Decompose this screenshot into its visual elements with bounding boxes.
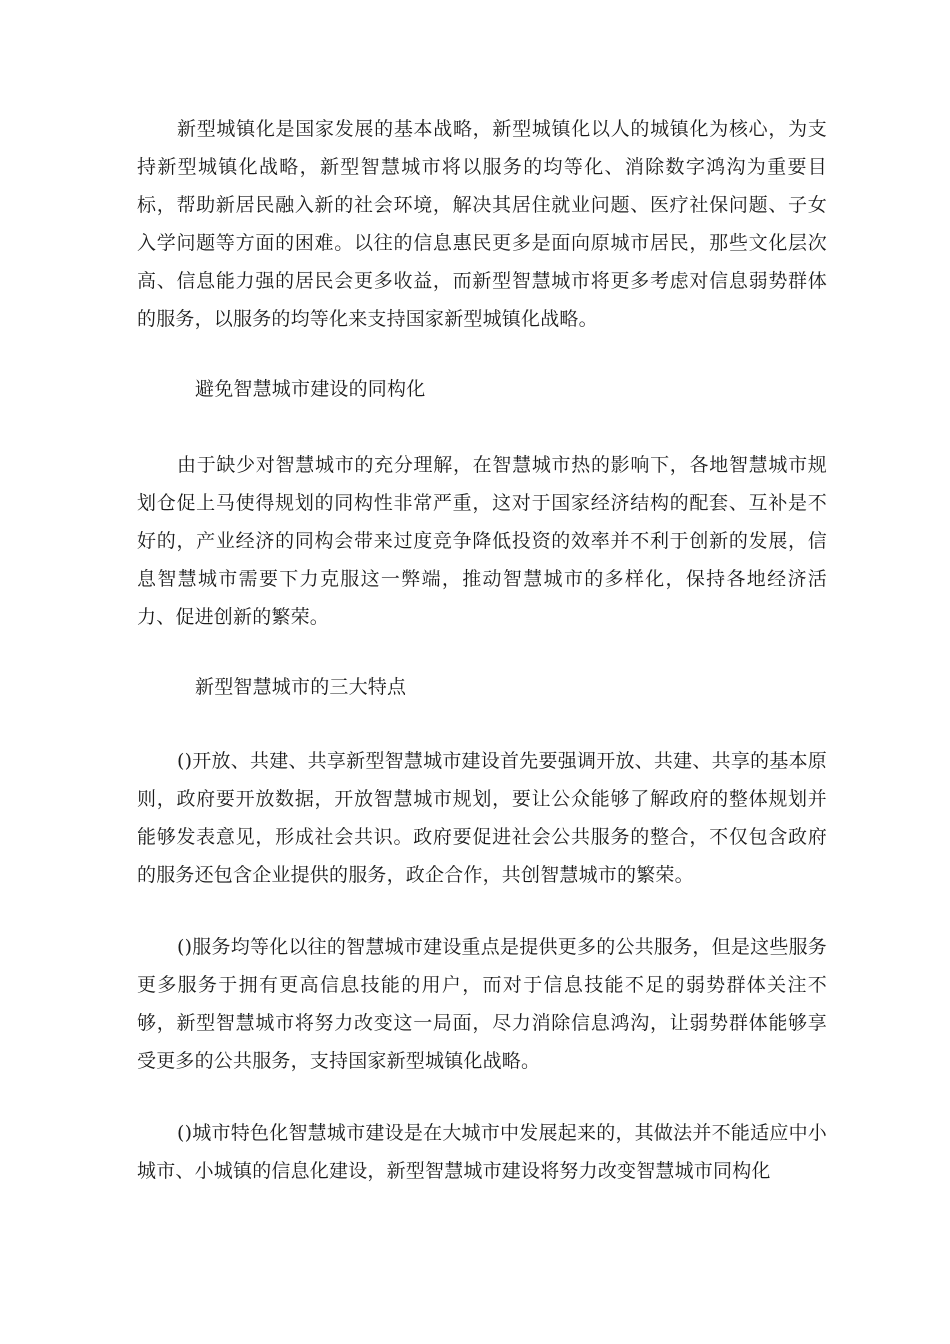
heading-three-features: 新型智慧城市的三大特点	[195, 676, 407, 698]
paragraph-feature-equal-services: ()服务均等化以往的智慧城市建设重点是提供更多的公共服务，但是这些服务更多服务于拥有更高信息技能的用户，而对于信息技能不足的弱势群体关注不够，新型智慧城市将努力改变这一局面，尽力消除信息鸿沟，让弱势群体能够享受更多的公共服务，支持国家新型城镇化战略。	[137, 936, 827, 1072]
paragraph-feature-city-characteristics: ()城市特色化智慧城市建设是在大城市中发展起来的，其做法并不能适应中小城市、小城镇的信息化建设，新型智慧城市建设将努力改变智慧城市同构化	[137, 1122, 827, 1182]
paragraph-urbanization: 新型城镇化是国家发展的基本战略，新型城镇化以人的城镇化为核心，为支持新型城镇化战略，新型智慧城市将以服务的均等化、消除数字鸿沟为重要目标，帮助新居民融入新的社会环境，解决其居住就业问题、医疗社保问题、子女入学问题等方面的困难。以往的信息惠民更多是面向原城市居民，那些文化层次高、信息能力强的居民会更多收益，而新型智慧城市将更多考虑对信息弱势群体的服务，以服务的均等化来支持国家新型城镇化战略。	[137, 118, 827, 330]
paragraph-homogenization: 由于缺少对智慧城市的充分理解，在智慧城市热的影响下，各地智慧城市规划仓促上马使得规划的同构性非常严重，这对于国家经济结构的配套、互补是不好的，产业经济的同构会带来过度竞争降低投资的效率并不利于创新的发展，信息智慧城市需要下力克服这一弊端，推动智慧城市的多样化，保持各地经济活力、促进创新的繁荣。	[137, 454, 827, 628]
heading-avoid-homogenization: 避免智慧城市建设的同构化	[195, 378, 426, 400]
paragraph-feature-open-shared: ()开放、共建、共享新型智慧城市建设首先要强调开放、共建、共享的基本原则，政府要开放数据，开放智慧城市规划，要让公众能够了解政府的整体规划并能够发表意见，形成社会共识。政府要促进社会公共服务的整合，不仅包含政府的服务还包含企业提供的服务，政企合作，共创智慧城市的繁荣。	[137, 750, 827, 886]
